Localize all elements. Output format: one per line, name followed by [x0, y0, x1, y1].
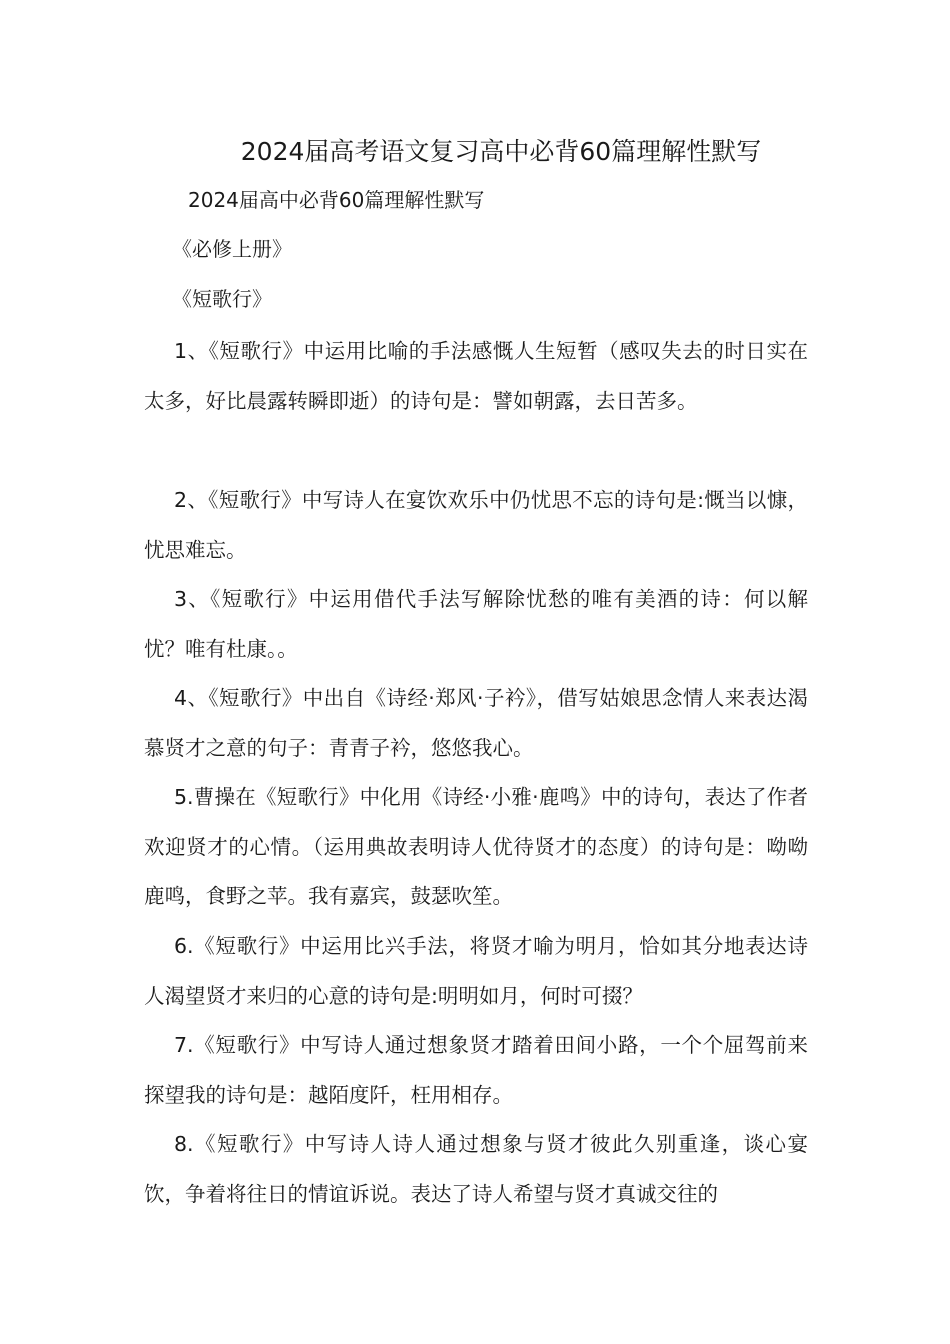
question-item-4: 4、《短歌行》中出自《诗经·郑风·子衿》，借写姑娘思念情人来表达渴慕贤才之意的句子：青青子衿，悠悠我心。: [144, 686, 808, 760]
question-item-2: 2、《短歌行》中写诗人在宴饮欢乐中仍忧思不忘的诗句是:慨当以慷，忧思难忘。: [144, 488, 808, 562]
question-item-5: 5.曹操在《短歌行》中化用《诗经·小雅·鹿鸣》中的诗句，表达了作者欢迎贤才的心情。（运用典故表明诗人优待贤才的态度）的诗句是：呦呦鹿鸣，食野之苹。我有嘉宾，鼓瑟吹笙。: [144, 785, 808, 908]
document-subtitle: 2024届高中必背60篇理解性默写: [188, 188, 485, 212]
section-heading: 《必修上册》: [172, 237, 292, 261]
question-item-8: 8.《短歌行》中写诗人诗人通过想象与贤才彼此久别重逢，谈心宴饮，争着将往日的情谊诉说。表达了诗人希望与贤才真诚交往的: [144, 1132, 808, 1206]
question-item-1: 1、《短歌行》中运用比喻的手法感慨人生短暂（感叹失去的时日实在太多，好比晨露转瞬即逝）的诗句是：譬如朝露，去日苦多。: [144, 339, 808, 413]
question-item-3: 3、《短歌行》中运用借代手法写解除忧愁的唯有美酒的诗：何以解忧？唯有杜康。。: [144, 587, 808, 661]
document-title: 2024届高考语文复习高中必背60篇理解性默写: [240, 137, 762, 166]
poem-heading: 《短歌行》: [172, 287, 272, 311]
question-item-7: 7.《短歌行》中写诗人通过想象贤才踏着田间小路，一个个屈驾前来探望我的诗句是：越陌度阡，枉用相存。: [144, 1033, 808, 1107]
question-item-6: 6.《短歌行》中运用比兴手法，将贤才喻为明月，恰如其分地表达诗人渴望贤才来归的心意的诗句是:明明如月，何时可掇？: [144, 934, 808, 1008]
